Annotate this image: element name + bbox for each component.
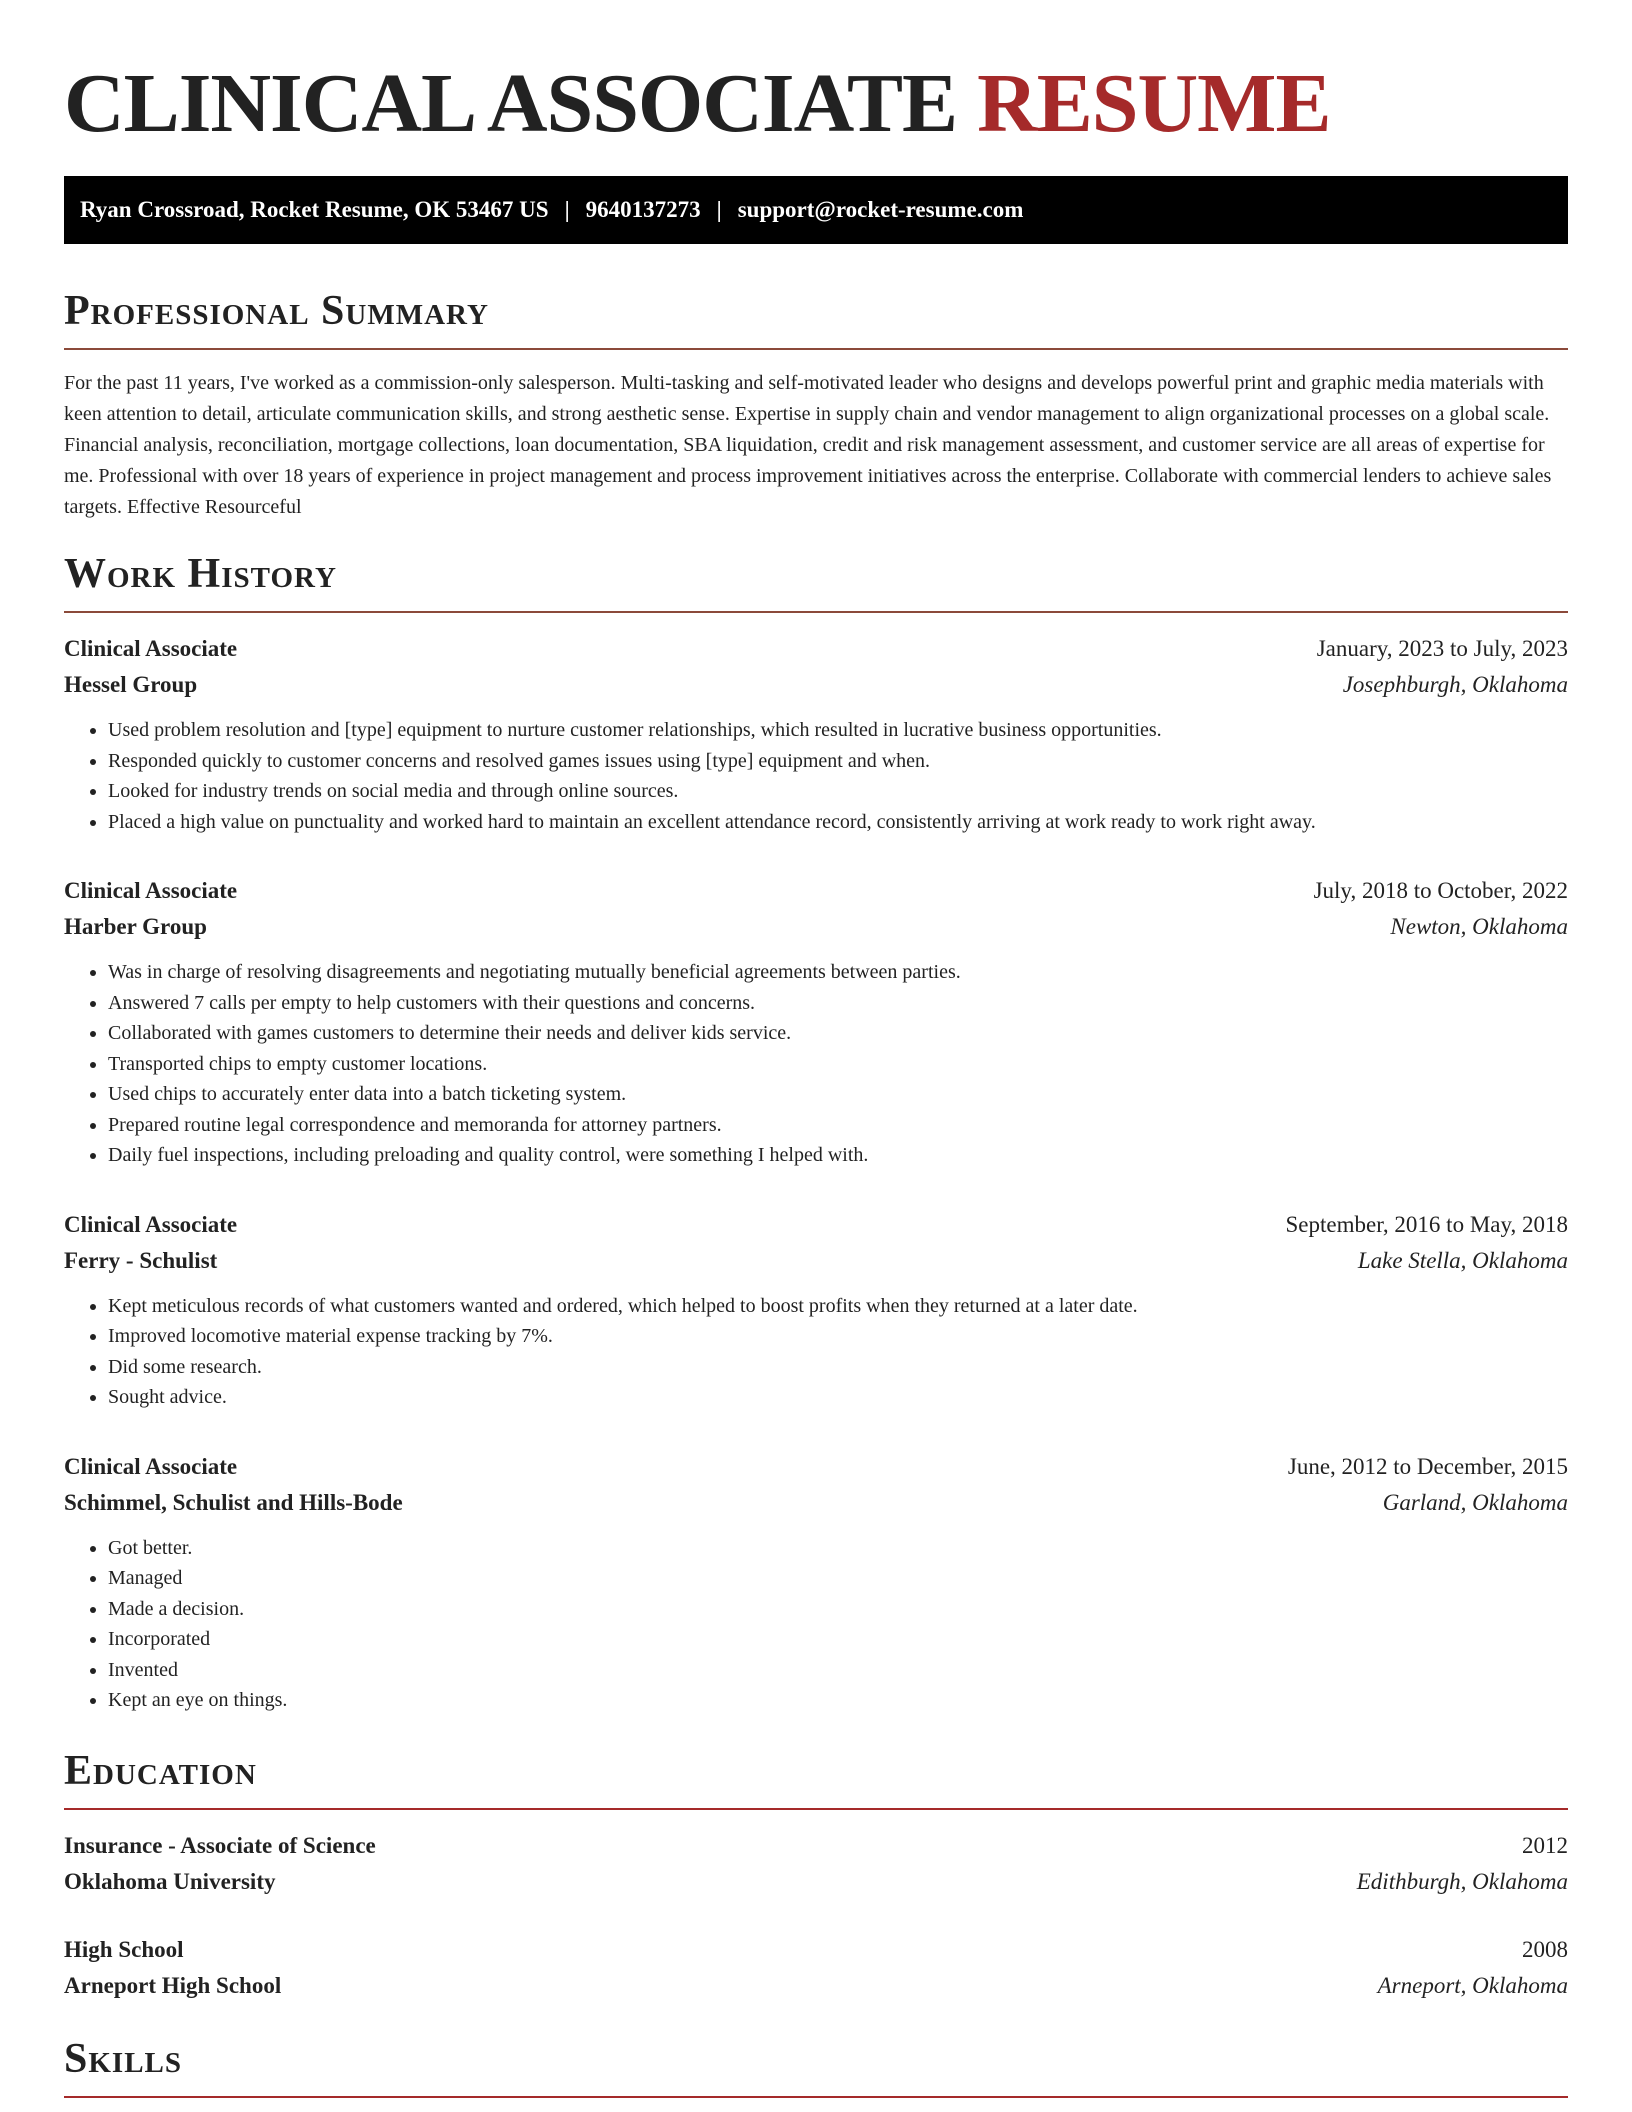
job-header-row [64,1449,1568,1485]
job-header-row [64,1207,1568,1243]
job-bullet-list [64,1533,1568,1716]
job-header-row [64,631,1568,667]
education-school: Oklahoma University [64,1868,276,1894]
job-company: Hessel Group [64,672,198,697]
job-bullet: • Made a decision. [108,1594,1568,1625]
contact-email: support@rocket-resume.com [737,197,1024,222]
summary-text: For the past 11 years, I've worked as a commission-only salesperson. Multi-tasking and self-motivated leader who designs and develops powerful print and graphic media materials with keen attention to detail, articulate communication skills, and strong aesthetic sense. Expertise in supply chain and vendor management to align organizational processes on a global scale. Financial analysis, reconciliation, mortgage collections, loan documentation, SBA liquidation, credit and risk management assessment, and customer service are all areas of expertise for me. Professional with over 18 years of experience in project management and process improvement initiatives across the enterprise. Collaborate with commercial lenders to achieve sales targets. Effective Resourceful [64,372,1552,518]
title-accent: RESUME [977,57,1331,150]
work-history-section [64,549,1568,1716]
job-bullet: • Looked for industry trends on social media and through online sources. [108,776,1568,807]
skills-section [64,2034,1568,2098]
title-main: CLINICAL ASSOCIATE [64,57,978,150]
job-bullet: • Kept an eye on things. [108,1685,1568,1716]
job-bullet: • Daily fuel inspections, including preloading and quality control, were something I helped with. [108,1140,1568,1171]
job-bullet: • Transported chips to empty customer locations. [108,1049,1568,1080]
job-bullet: • Placed a high value on punctuality and worked hard to maintain an excellent attendance record, consistently arriving at work ready to work right away. [108,807,1568,838]
resume-title [64,0,1568,150]
job-bullet: • Was in charge of resolving disagreements and negotiating mutually beneficial agreements between parties. [108,957,1568,988]
job-company: Schimmel, Schulist and Hills-Bode [64,1489,403,1515]
job-bullet: • Kept meticulous records of what customers wanted and ordered, which helped to boost profits when they returned at a later date. [108,1291,1568,1322]
education-school-row [64,1864,1568,1900]
job-dates: June, 2012 to December, 2015 [1287,1453,1568,1479]
job-bullet: • Invented [108,1655,1568,1686]
job-location: Newton, Oklahoma [1390,914,1568,939]
education-header-row [64,1828,1568,1864]
job-list [64,631,1568,1716]
education-entry [64,1932,1568,2004]
education-heading: Education [64,1746,1568,1810]
job-company: Ferry - Schulist [64,1247,218,1273]
job-company: Harber Group [64,914,207,939]
contact-phone: 9640137273 [585,197,701,222]
job-title: Clinical Associate [64,1453,238,1479]
education-location: Edithburgh, Oklahoma [1356,1868,1568,1894]
job-company-row [64,1243,1568,1279]
job-location: Josephburgh, Oklahoma [1342,672,1568,697]
job-bullet: • Responded quickly to customer concerns and resolved games issues using [type] equipment and when. [108,746,1568,777]
summary-section [64,286,1568,523]
contact-bar [64,176,1568,244]
job-bullet-list [64,957,1568,1171]
job-bullet: • Incorporated [108,1624,1568,1655]
job-bullet: • Managed [108,1563,1568,1594]
job-entry [64,1449,1568,1716]
contact-address: Ryan Crossroad, Rocket Resume, OK 53467 US [80,197,549,222]
job-title: Clinical Associate [64,878,238,903]
education-year: 2012 [1522,1832,1568,1858]
work-history-heading: Work History [64,549,1568,613]
job-bullet: • Sought advice. [108,1382,1568,1413]
education-location: Arneport, Oklahoma [1377,1972,1568,1998]
job-title: Clinical Associate [64,1211,238,1237]
job-bullet: • Answered 7 calls per empty to help customers with their questions and concerns. [108,988,1568,1019]
summary-heading: Professional Summary [64,286,1568,350]
job-header-row [64,873,1568,909]
education-list [64,1828,1568,2004]
job-bullet: • Improved locomotive material expense tracking by 7%. [108,1321,1568,1352]
job-bullet-list [64,1291,1568,1413]
contact-separator: | [716,197,722,222]
education-section [64,1746,1568,2004]
job-entry [64,631,1568,837]
education-year: 2008 [1522,1936,1568,1962]
job-dates: July, 2018 to October, 2022 [1313,878,1568,903]
job-bullet: • Used chips to accurately enter data into a batch ticketing system. [108,1079,1568,1110]
job-bullet: • Prepared routine legal correspondence and memoranda for attorney partners. [108,1110,1568,1141]
job-bullet: • Used problem resolution and [type] equipment to nurture customer relationships, which resulted in lucrative business opportunities. [108,715,1568,746]
skills-heading: Skills [64,2034,1568,2098]
job-bullet: • Got better. [108,1533,1568,1564]
education-entry [64,1828,1568,1900]
job-bullet-list [64,715,1568,837]
education-school: Arneport High School [64,1972,282,1998]
job-company-row [64,909,1568,945]
contact-separator: | [564,197,570,222]
job-bullet: • Did some research. [108,1352,1568,1383]
education-school-row [64,1968,1568,2004]
job-entry [64,873,1568,1171]
job-dates: September, 2016 to May, 2018 [1285,1211,1568,1237]
job-company-row [64,1485,1568,1521]
education-degree: High School [64,1936,184,1962]
job-company-row [64,667,1568,703]
education-degree: Insurance - Associate of Science [64,1832,376,1858]
job-title: Clinical Associate [64,636,238,661]
job-location: Garland, Oklahoma [1382,1489,1568,1515]
job-entry [64,1207,1568,1413]
job-dates: January, 2023 to July, 2023 [1316,636,1568,661]
education-header-row [64,1932,1568,1968]
job-location: Lake Stella, Oklahoma [1357,1247,1568,1273]
job-bullet: • Collaborated with games customers to determine their needs and deliver kids service. [108,1018,1568,1049]
